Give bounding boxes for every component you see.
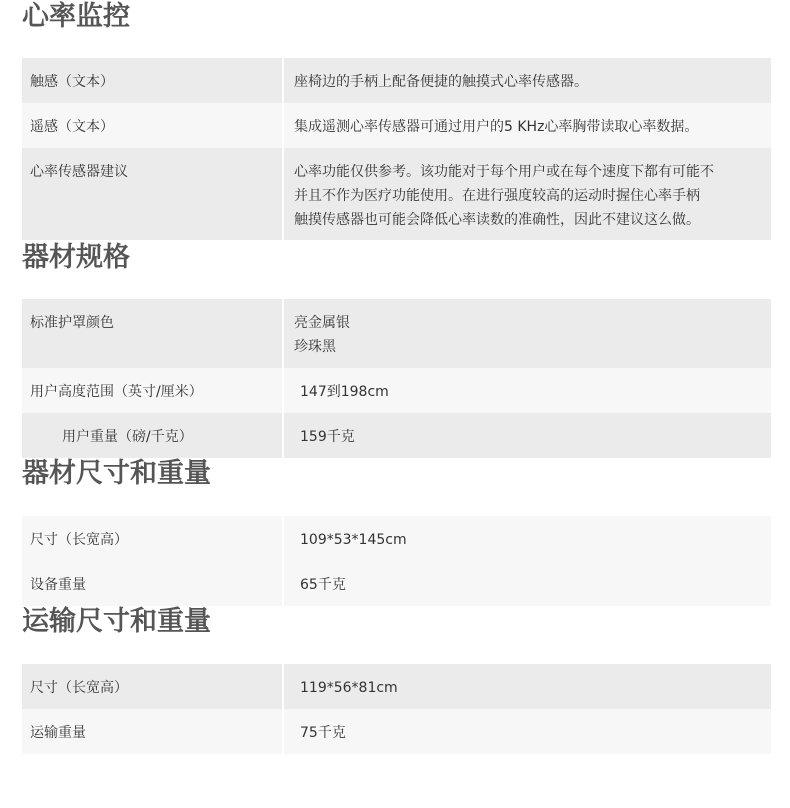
- heart-rate-table: [22, 58, 771, 240]
- shipping-dimensions-title: 运输尺寸和重量: [22, 606, 211, 637]
- table-row: [22, 299, 771, 368]
- equipment-dimensions-title: 器材尺寸和重量: [22, 458, 211, 489]
- row-label: 用户高度范围（英寸/厘米）: [30, 384, 203, 400]
- row-label: 用户重量（磅/千克）: [62, 429, 193, 445]
- row-value: [284, 148, 771, 240]
- row-value: [284, 413, 771, 458]
- row-label: 尺寸（长宽高）: [30, 532, 128, 548]
- row-value: [284, 664, 771, 709]
- value-line: 75千克: [300, 725, 346, 741]
- value-line: 147到198cm: [300, 384, 389, 400]
- value-line: 座椅边的手柄上配备便捷的触摸式心率传感器。: [294, 74, 588, 90]
- row-label: 尺寸（长宽高）: [30, 680, 128, 696]
- value-line: 159千克: [300, 429, 355, 445]
- table-row: [22, 368, 771, 413]
- value-line: 心率功能仅供参考。该功能对于每个用户或在每个速度下都有可能不: [294, 164, 714, 180]
- table-row: [22, 58, 771, 103]
- equipment-spec-table: [22, 299, 771, 458]
- row-label: 标准护罩颜色: [30, 315, 114, 331]
- value-line: 珍珠黑: [294, 339, 336, 355]
- shipping-dimensions-table: [22, 664, 771, 754]
- row-label: 运输重量: [30, 725, 86, 741]
- table-row: [22, 413, 771, 458]
- table-row: [22, 664, 771, 709]
- value-line: 亮金属银: [294, 315, 350, 331]
- row-value: [284, 299, 771, 368]
- table-row: [22, 103, 771, 148]
- row-value: [284, 368, 771, 413]
- row-label: 设备重量: [30, 577, 86, 593]
- row-value: [284, 103, 771, 148]
- row-label: 心率传感器建议: [30, 164, 128, 180]
- table-row: [22, 516, 771, 561]
- row-label: 遥感（文本）: [30, 119, 114, 135]
- table-row: [22, 561, 771, 606]
- equipment-dimensions-table: [22, 516, 771, 606]
- value-line: 119*56*81cm: [300, 680, 398, 696]
- row-value: [284, 709, 771, 754]
- value-line: 触摸传感器也可能会降低心率读数的准确性，因此不建议这么做。: [294, 212, 700, 228]
- table-row: [22, 709, 771, 754]
- heart-rate-title: 心率监控: [22, 1, 130, 32]
- value-line: 集成遥测心率传感器可通过用户的5 KHz心率胸带读取心率数据。: [294, 119, 699, 135]
- value-line: 并且不作为医疗功能使用。在进行强度较高的运动时握住心率手柄: [294, 188, 700, 204]
- row-value: [284, 561, 771, 606]
- value-line: 65千克: [300, 577, 346, 593]
- table-row: [22, 148, 771, 240]
- row-value: [284, 516, 771, 561]
- equipment-spec-title: 器材规格: [22, 242, 130, 273]
- value-line: 109*53*145cm: [300, 532, 407, 548]
- row-label: 触感（文本）: [30, 74, 114, 90]
- row-value: [284, 58, 771, 103]
